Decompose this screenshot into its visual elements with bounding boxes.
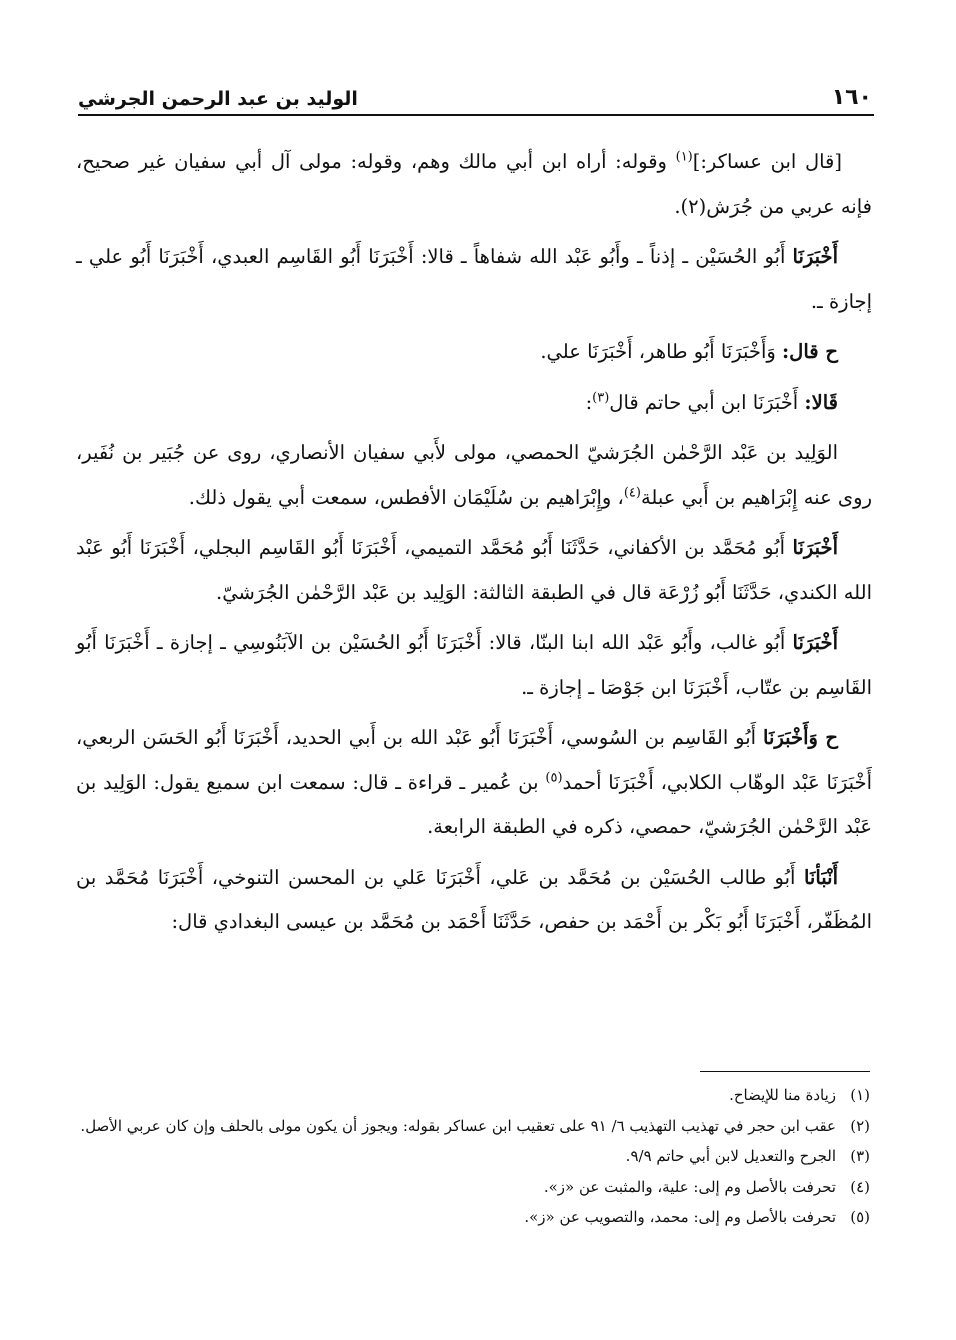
- paragraph: [76, 431, 872, 520]
- paragraph: [76, 381, 872, 426]
- paragraph-lead: أَخْبَرَنَا: [792, 631, 838, 654]
- footnote-ref: (٣): [592, 390, 610, 405]
- footnote-number: (٤): [850, 1177, 870, 1196]
- footnote-text: عقب ابن حجر في تهذيب التهذيب ٦/ ٩١ على تعقيب ابن عساكر بقوله: ويجوز أن يكون مولى بالحلف وإن كان عربي الأصل.: [80, 1116, 836, 1135]
- paragraph-lead: ح قال:: [781, 340, 838, 363]
- paragraph-text: أَبُو غالب، وأَبُو عَبْد الله ابنا البنّا، قالا: أَخْبَرَنَا أَبُو الحُسَيْن بن الآبَنُوسِي ـ إجازة ـ أَخْبَرَنَا أَبُو القَاسِم بن عتّاب، أَخْبَرَنَا ابن جَوْصَا ـ إجازة ـ.: [76, 631, 872, 699]
- paragraph-lead: أَنْبَأنَا: [803, 865, 838, 889]
- paragraph-lead: ح وَأَخْبَرَنَا: [763, 726, 839, 749]
- footnote: [76, 1111, 870, 1142]
- paragraph-text-rest: :: [585, 390, 593, 414]
- footnote: [76, 1202, 870, 1233]
- footnote-text: تحرفت بالأصل وم إلى: علية، والمثبت عن «ز».: [543, 1177, 836, 1196]
- paragraph-text: [قال ابن عساكر:]: [692, 150, 842, 173]
- paragraph-text: أَبُو القَاسِم بن السُوسي، أَخْبَرَنَا أَبُو عَبْد الله بن أَبي الحديد، أَخْبَرَنَا أَبُو الحَسَن الربعي، أَخْبَرَنَا عَبْد الوهّاب الكلابي، أَخْبَرَنَا أحمد: [76, 726, 872, 794]
- footnote: [76, 1172, 870, 1203]
- footnote-ref: (١): [675, 149, 693, 165]
- footnote-text: زيادة منا للإيضاح.: [729, 1086, 836, 1104]
- paragraph-text: وَأَخْبَرَنَا أَبُو طاهر، أَخْبَرَنَا علي.: [540, 340, 782, 363]
- paragraph-text: أَبُو الحُسَيْن ـ إذناً ـ وأَبُو عَبْد الله شفاهاً ـ قالا: أَخْبَرَنَا أَبُو القَاسِم العبدي، أَخْبَرَنَا أَبُو علي ـ إجازة ـ.: [76, 245, 872, 313]
- running-header: [78, 70, 872, 110]
- main-text: [76, 140, 872, 951]
- paragraph: [76, 330, 872, 375]
- running-title: الوليد بن عبد الرحمن الجرشي: [78, 88, 358, 110]
- paragraph-text-rest: بن عُمير ـ قراءة ـ قال: سمعت ابن سميع يقول: الوَلِيد بن عَبْد الرَّحْمٰن الجُرَشيّ، حمصي، ذكره في الطبقة الرابعة.: [76, 770, 872, 838]
- paragraph-lead: أَخْبَرَنَا: [792, 245, 838, 268]
- page-number: ١٦٠: [831, 85, 872, 110]
- footnote: [76, 1080, 870, 1111]
- paragraph-text: أَبُو مُحَمَّد بن الأكفاني، حَدَّثَنَا أَبُو مُحَمَّد التميمي، أَخْبَرَنَا أَبُو القَاسِم البجلي، أَخْبَرَنَا أَبُو عَبْد الله الكندي، حَدَّثَنَا أَبُو زُرْعَة قال في الطبقة الثالثة: الوَلِيد بن عَبْد الرَّحْمٰن الجُرَشيّ.: [76, 536, 872, 604]
- footnote-number: (٣): [850, 1147, 870, 1165]
- paragraph: [76, 856, 872, 945]
- footnote: [76, 1141, 870, 1172]
- footnote-rule: [700, 1071, 870, 1072]
- footnote-text: الجرح والتعديل لابن أبي حاتم ٩/٩.: [625, 1147, 836, 1165]
- paragraph-lead: أَخْبَرَنَا: [792, 536, 838, 559]
- paragraph: [76, 235, 872, 324]
- footnotes: [76, 1080, 870, 1233]
- paragraph-text-rest: ، وإِبْرَاهيم بن سُلَيْمَان الأفطس، سمعت أبي يقول ذلك.: [188, 485, 624, 509]
- paragraph: [76, 621, 872, 710]
- paragraph-text: أَخْبَرَنَا ابن أبي حاتم قال: [609, 390, 805, 414]
- footnote-text: تحرفت بالأصل وم إلى: محمد، والتصويب عن «ز».: [524, 1208, 836, 1226]
- footnote-ref: (٥): [545, 770, 563, 785]
- footnote-number: (٢): [850, 1116, 870, 1135]
- footnote-number: (٥): [850, 1208, 870, 1226]
- paragraph: [76, 526, 872, 615]
- paragraph-lead: قَالا:: [804, 390, 838, 414]
- paragraph-text-rest: وقوله: أراه ابن أبي مالك وهم، وقوله: مولى آل أبي سفيان غير صحيح، فإنه عربي من جُرَش(٢).: [76, 150, 872, 218]
- footnote-number: (١): [850, 1086, 870, 1104]
- header-rule: [78, 114, 874, 116]
- footnote-ref: (٤): [623, 485, 641, 500]
- paragraph: [76, 140, 872, 229]
- paragraph: [76, 716, 872, 850]
- paragraph-text: أَبُو طالب الحُسَيْن بن مُحَمَّد بن عَلي، أَخْبَرَنَا عَلي بن المحسن التنوخي، أَخْبَرَنَا مُحَمَّد بن المُظَفّر، أَخْبَرَنَا أَبُو بَكْر بن أَحْمَد بن حفص، حَدَّثَنَا أَحْمَد بن مُحَمَّد بن عيسى البغدادي قال:: [76, 865, 872, 933]
- paragraph-text: الوَلِيد بن عَبْد الرَّحْمٰن الجُرَشيّ الحمصي، مولى لأَبي سفيان الأنصاري، روى عن جُبَير بن نُفَير، روى عنه إِبْرَاهيم بن أَبي عبلة: [76, 441, 872, 509]
